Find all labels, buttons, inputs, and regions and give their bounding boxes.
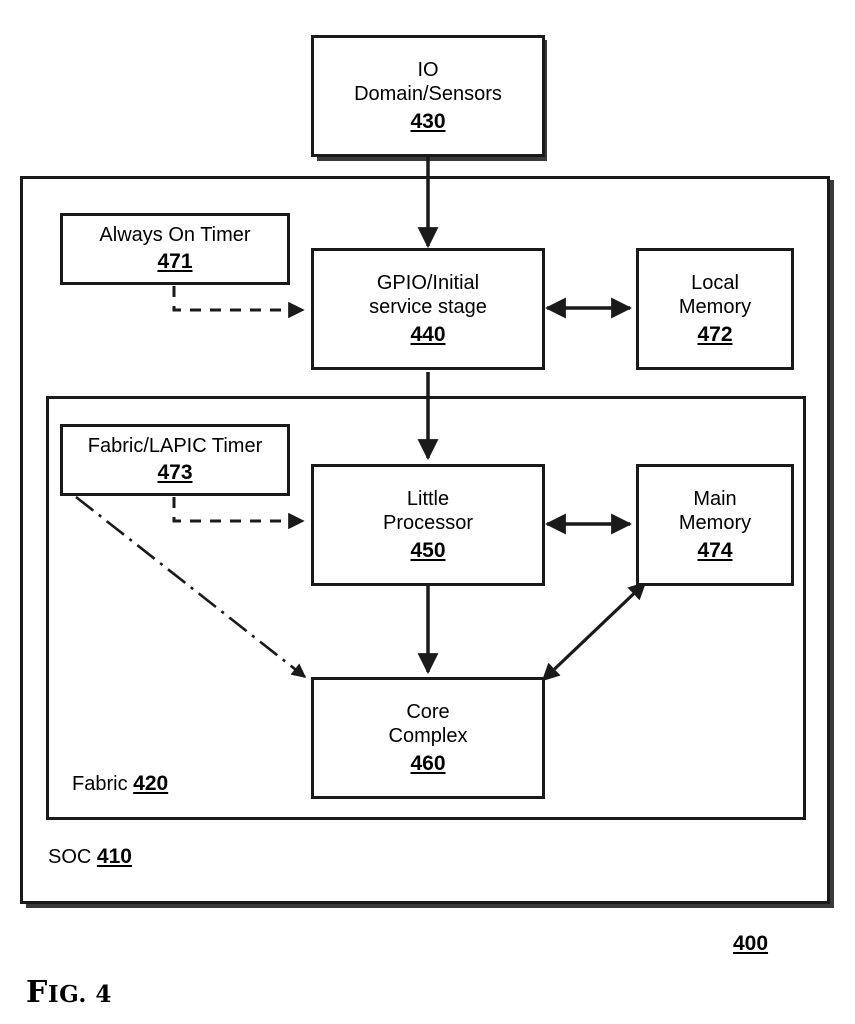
block-io-domain-sensors <box>311 35 545 157</box>
block-main-memory <box>636 464 794 586</box>
block-core-complex <box>311 677 545 799</box>
block-main-memory-ref: 474 <box>697 538 733 562</box>
block-gpio-initial-service-stage <box>311 248 545 370</box>
fabric-ref: 420 <box>133 772 169 795</box>
figure-caption <box>26 975 112 1010</box>
fabric-label <box>72 772 168 796</box>
block-little-processor-line-2: Processor <box>382 512 474 535</box>
overall-reference-numeral: 400 <box>733 932 769 955</box>
block-fabric-lapic-timer-line-1: Fabric/LAPIC Timer <box>87 435 263 457</box>
block-always-on-timer-ref: 471 <box>157 250 193 274</box>
block-core-complex-line-1: Core <box>406 700 450 723</box>
figure-caption-rest: IG. 4 <box>47 981 112 1008</box>
block-io-domain-sensors-line-1: IO <box>417 58 439 81</box>
soc-label <box>48 845 132 869</box>
figure-caption-prefix: F <box>26 975 48 1010</box>
block-gpio-line-1: GPIO/Initial <box>376 271 480 294</box>
block-fabric-lapic-timer-ref: 473 <box>157 461 193 485</box>
block-little-processor <box>311 464 545 586</box>
block-core-complex-ref: 460 <box>410 751 446 775</box>
block-core-complex-line-2: Complex <box>388 725 468 748</box>
fabric-label-text: Fabric <box>72 773 128 795</box>
block-io-domain-sensors-line-2: Domain/Sensors <box>354 83 502 106</box>
block-always-on-timer-line-1: Always On Timer <box>99 224 251 246</box>
soc-ref: 410 <box>96 845 132 868</box>
block-little-processor-line-1: Little <box>406 487 450 510</box>
block-fabric-lapic-timer <box>60 424 290 496</box>
soc-label-text: SOC <box>48 846 92 868</box>
block-io-domain-sensors-ref: 430 <box>410 109 446 133</box>
block-local-memory <box>636 248 794 370</box>
block-main-memory-line-2: Memory <box>678 512 752 535</box>
block-gpio-line-2: service stage <box>369 296 487 319</box>
block-always-on-timer <box>60 213 290 285</box>
block-local-memory-ref: 472 <box>697 322 733 346</box>
block-local-memory-line-1: Local <box>691 271 739 294</box>
block-main-memory-line-1: Main <box>693 487 737 510</box>
block-little-processor-ref: 450 <box>410 538 446 562</box>
block-local-memory-line-2: Memory <box>678 296 752 319</box>
block-gpio-ref: 440 <box>410 322 446 346</box>
